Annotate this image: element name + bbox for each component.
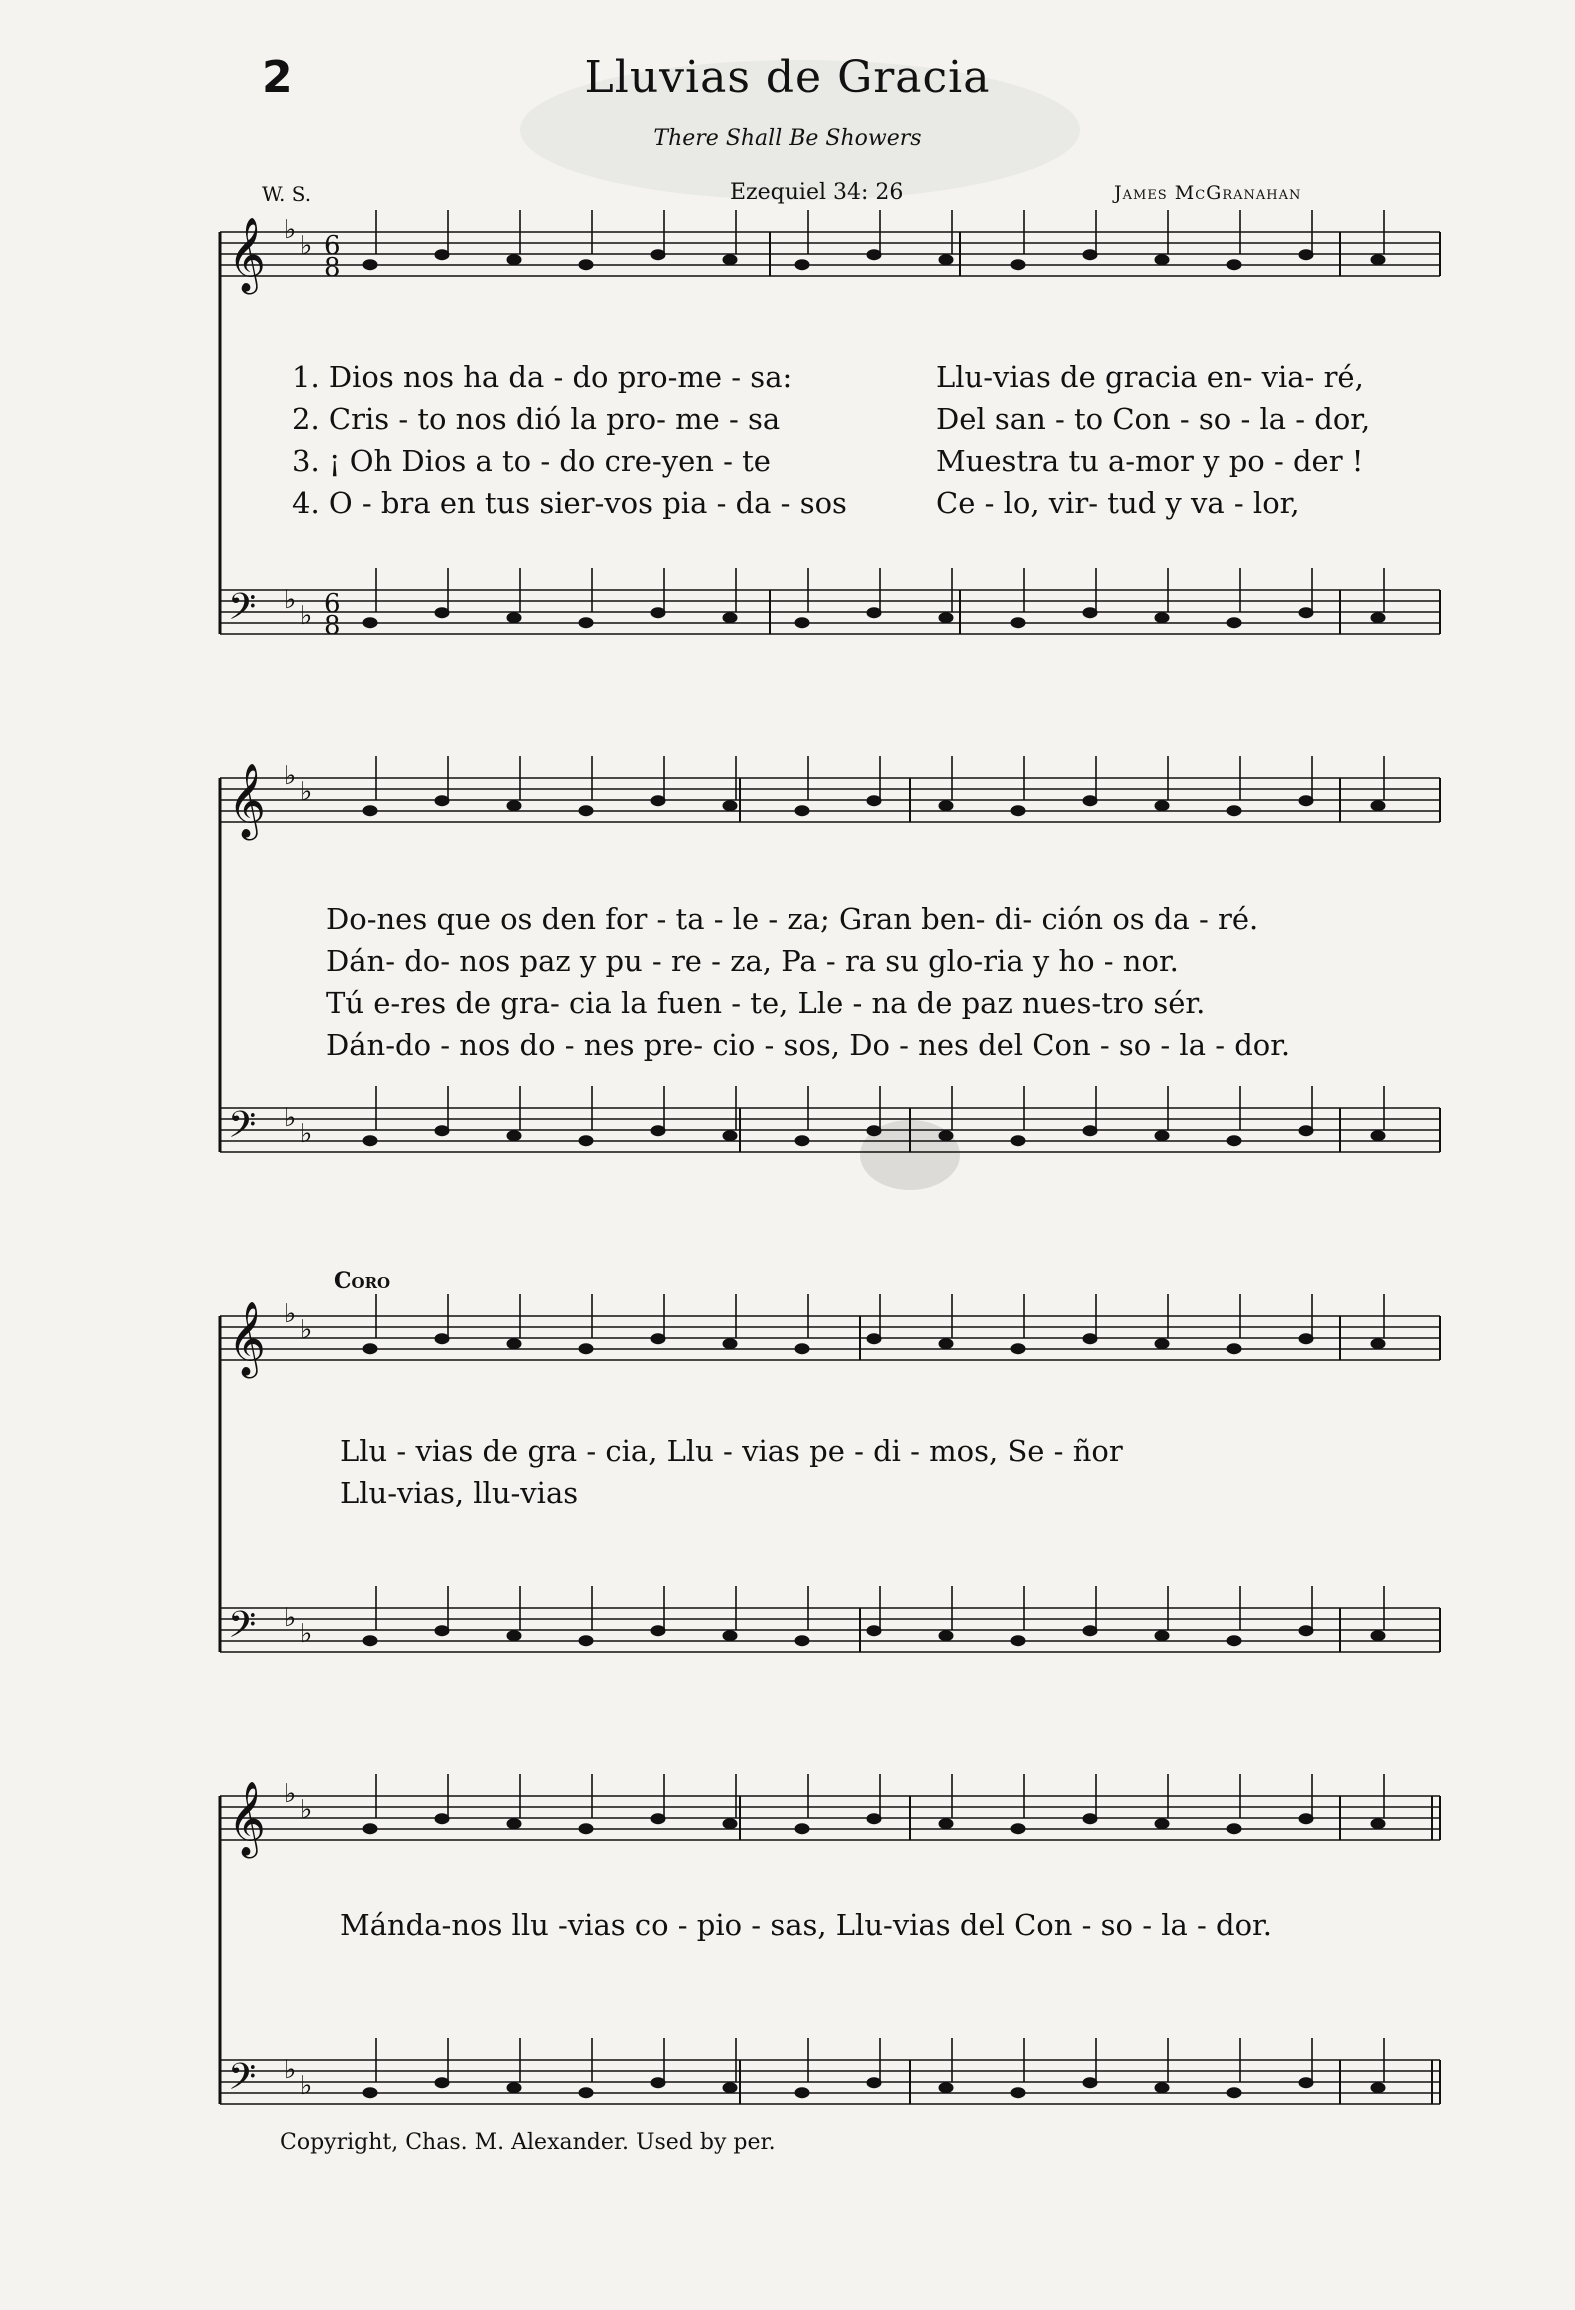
note-head	[507, 801, 521, 811]
note-head	[1011, 806, 1025, 816]
flat-sign-icon: ♭	[284, 2055, 297, 2085]
note-head	[1011, 1636, 1025, 1646]
note-head	[435, 250, 449, 260]
note-head	[1083, 796, 1097, 806]
note-head	[1299, 1126, 1313, 1136]
flat-sign-icon: ♭	[300, 1315, 313, 1345]
note-head	[867, 608, 881, 618]
note-head	[435, 1334, 449, 1344]
note-head	[651, 2078, 665, 2088]
note-head	[867, 1814, 881, 1824]
note-head	[867, 1126, 881, 1136]
flat-sign-icon: ♭	[300, 1619, 313, 1649]
verse-3-line-1a: 3. ¡ Oh Dios a to - do cre-yen - te	[292, 444, 771, 478]
note-head	[795, 806, 809, 816]
time-signature-denominator: 8	[324, 253, 341, 283]
note-head	[1227, 1636, 1241, 1646]
note-head	[507, 255, 521, 265]
note-head	[1371, 255, 1385, 265]
lyricist-initials: W. S.	[262, 182, 312, 206]
note-head	[723, 1131, 737, 1141]
time-signature-denominator: 8	[324, 611, 341, 641]
flat-sign-icon: ♭	[300, 777, 313, 807]
note-head	[795, 260, 809, 270]
verse-1-line-2: Do-nes que os den for - ta - le - za; Gran ben- di- ción os da - ré.	[326, 902, 1259, 936]
note-head	[939, 801, 953, 811]
note-head	[1011, 260, 1025, 270]
scripture-reference: Ezequiel 34: 26	[730, 180, 904, 205]
bass-clef-icon: 𝄢	[228, 2056, 257, 2107]
note-head	[795, 2088, 809, 2098]
note-head	[1083, 1626, 1097, 1636]
note-head	[651, 1334, 665, 1344]
note-head	[1083, 2078, 1097, 2088]
note-head	[1227, 806, 1241, 816]
verse-4-line-1a: 4. O - bra en tus sier-vos pia - da - sos	[292, 486, 847, 520]
note-head	[363, 618, 377, 628]
flat-sign-icon: ♭	[284, 1103, 297, 1133]
note-head	[795, 1824, 809, 1834]
note-head	[1155, 2083, 1169, 2093]
note-head	[1155, 801, 1169, 811]
note-head	[1227, 260, 1241, 270]
note-head	[1371, 613, 1385, 623]
flat-sign-icon: ♭	[284, 1299, 297, 1329]
note-head	[1011, 1136, 1025, 1146]
time-signature-numerator: 6	[324, 589, 341, 619]
note-head	[651, 1626, 665, 1636]
note-head	[507, 1819, 521, 1829]
note-head	[1299, 608, 1313, 618]
note-head	[1371, 1131, 1385, 1141]
treble-clef-icon: 𝄞	[228, 1302, 266, 1376]
verse-4-line-1b: Ce - lo, vir- tud y va - lor,	[936, 486, 1300, 520]
flat-sign-icon: ♭	[284, 1779, 297, 1809]
note-head	[435, 1814, 449, 1824]
note-head	[795, 1136, 809, 1146]
note-head	[867, 250, 881, 260]
note-head	[1371, 1819, 1385, 1829]
note-head	[723, 1339, 737, 1349]
note-head	[1011, 618, 1025, 628]
note-head	[939, 1339, 953, 1349]
note-head	[507, 1131, 521, 1141]
hymn-number: 2	[262, 52, 293, 103]
note-head	[579, 1136, 593, 1146]
note-head	[1299, 796, 1313, 806]
note-head	[363, 1636, 377, 1646]
note-head	[1371, 801, 1385, 811]
note-head	[435, 608, 449, 618]
note-head	[1227, 1824, 1241, 1834]
verse-3-line-2: Tú e-res de gra- cia la fuen - te, Lle - na de paz nues-tro sér.	[326, 986, 1206, 1020]
note-head	[1299, 1814, 1313, 1824]
note-head	[939, 1631, 953, 1641]
time-signature-numerator: 6	[324, 231, 341, 261]
note-head	[1083, 1334, 1097, 1344]
note-head	[579, 1636, 593, 1646]
note-head	[867, 796, 881, 806]
composer-name: James McGranahan	[1114, 182, 1302, 204]
note-head	[723, 255, 737, 265]
note-head	[507, 2083, 521, 2093]
note-head	[1011, 1344, 1025, 1354]
chorus-line-2: Mánda-nos llu -vias co - pio - sas, Llu-vias del Con - so - la - dor.	[340, 1908, 1272, 1942]
flat-sign-icon: ♭	[300, 601, 313, 631]
note-head	[363, 1136, 377, 1146]
flat-sign-icon: ♭	[300, 1795, 313, 1825]
note-head	[435, 1126, 449, 1136]
note-head	[723, 801, 737, 811]
note-head	[435, 1626, 449, 1636]
note-head	[1155, 1631, 1169, 1641]
note-head	[723, 613, 737, 623]
note-head	[651, 608, 665, 618]
note-head	[1299, 1334, 1313, 1344]
bass-clef-icon: 𝄢	[228, 1104, 257, 1155]
note-head	[939, 1131, 953, 1141]
note-head	[939, 613, 953, 623]
flat-sign-icon: ♭	[300, 231, 313, 261]
note-head	[651, 1814, 665, 1824]
treble-clef-icon: 𝄞	[228, 1782, 266, 1856]
flat-sign-icon: ♭	[284, 1603, 297, 1633]
note-head	[1227, 2088, 1241, 2098]
note-head	[363, 806, 377, 816]
note-head	[579, 806, 593, 816]
note-head	[579, 1344, 593, 1354]
note-head	[1371, 2083, 1385, 2093]
flat-sign-icon: ♭	[284, 585, 297, 615]
copyright-notice: Copyright, Chas. M. Alexander. Used by per.	[280, 2130, 776, 2155]
note-head	[1083, 608, 1097, 618]
note-head	[1011, 1824, 1025, 1834]
note-head	[939, 255, 953, 265]
verse-2-line-2: Dán- do- nos paz y pu - re - za, Pa - ra su glo-ria y ho - nor.	[326, 944, 1179, 978]
flat-sign-icon: ♭	[284, 761, 297, 791]
note-head	[651, 796, 665, 806]
verse-2-line-1a: 2. Cris - to nos dió la pro- me - sa	[292, 402, 781, 436]
note-head	[507, 1631, 521, 1641]
note-head	[1155, 1339, 1169, 1349]
treble-clef-icon: 𝄞	[228, 218, 266, 292]
bass-clef-icon: 𝄢	[228, 1604, 257, 1655]
note-head	[1155, 255, 1169, 265]
note-head	[363, 2088, 377, 2098]
verse-3-line-1b: Muestra tu a-mor y po - der !	[936, 444, 1364, 478]
verse-1-line-1b: Llu-vias de gracia en- via- ré,	[936, 360, 1364, 394]
bass-clef-icon: 𝄢	[228, 586, 257, 637]
note-head	[579, 618, 593, 628]
verse-4-line-2: Dán-do - nos do - nes pre- cio - sos, Do - nes del Con - so - la - dor.	[326, 1028, 1291, 1062]
flat-sign-icon: ♭	[300, 1119, 313, 1149]
note-head	[1083, 1126, 1097, 1136]
chorus-line-1-alt: Llu-vias, llu-vias	[340, 1476, 579, 1510]
note-head	[1227, 1136, 1241, 1146]
note-head	[723, 1631, 737, 1641]
note-head	[435, 2078, 449, 2088]
note-head	[1371, 1339, 1385, 1349]
note-head	[867, 1626, 881, 1636]
note-head	[1227, 1344, 1241, 1354]
note-head	[795, 618, 809, 628]
note-head	[1083, 250, 1097, 260]
note-head	[1155, 1131, 1169, 1141]
note-head	[1227, 618, 1241, 628]
verse-2-line-1b: Del san - to Con - so - la - dor,	[936, 402, 1371, 436]
note-head	[1083, 1814, 1097, 1824]
note-head	[435, 796, 449, 806]
note-head	[507, 613, 521, 623]
chorus-line-1: Llu - vias de gra - cia, Llu - vias pe - di - mos, Se - ñor	[340, 1434, 1123, 1468]
note-head	[723, 2083, 737, 2093]
note-head	[867, 2078, 881, 2088]
note-head	[939, 1819, 953, 1829]
note-head	[363, 1824, 377, 1834]
note-head	[867, 1334, 881, 1344]
note-head	[363, 1344, 377, 1354]
note-head	[1299, 250, 1313, 260]
flat-sign-icon: ♭	[284, 215, 297, 245]
chorus-label: Coro	[334, 1268, 391, 1294]
hymn-title: Lluvias de Gracia	[584, 52, 991, 103]
note-head	[651, 1126, 665, 1136]
note-head	[651, 250, 665, 260]
note-head	[939, 2083, 953, 2093]
hymn-subtitle: There Shall Be Showers	[653, 126, 922, 151]
treble-clef-icon: 𝄞	[228, 764, 266, 838]
note-head	[579, 1824, 593, 1834]
note-head	[1155, 613, 1169, 623]
note-head	[1299, 1626, 1313, 1636]
note-head	[795, 1636, 809, 1646]
flat-sign-icon: ♭	[300, 2071, 313, 2101]
verse-1-line-1a: 1. Dios nos ha da - do pro-me - sa:	[292, 360, 793, 394]
note-head	[1371, 1631, 1385, 1641]
note-head	[1299, 2078, 1313, 2088]
note-head	[1155, 1819, 1169, 1829]
note-head	[1011, 2088, 1025, 2098]
note-head	[579, 2088, 593, 2098]
note-head	[795, 1344, 809, 1354]
note-head	[363, 260, 377, 270]
note-head	[579, 260, 593, 270]
note-head	[507, 1339, 521, 1349]
note-head	[723, 1819, 737, 1829]
